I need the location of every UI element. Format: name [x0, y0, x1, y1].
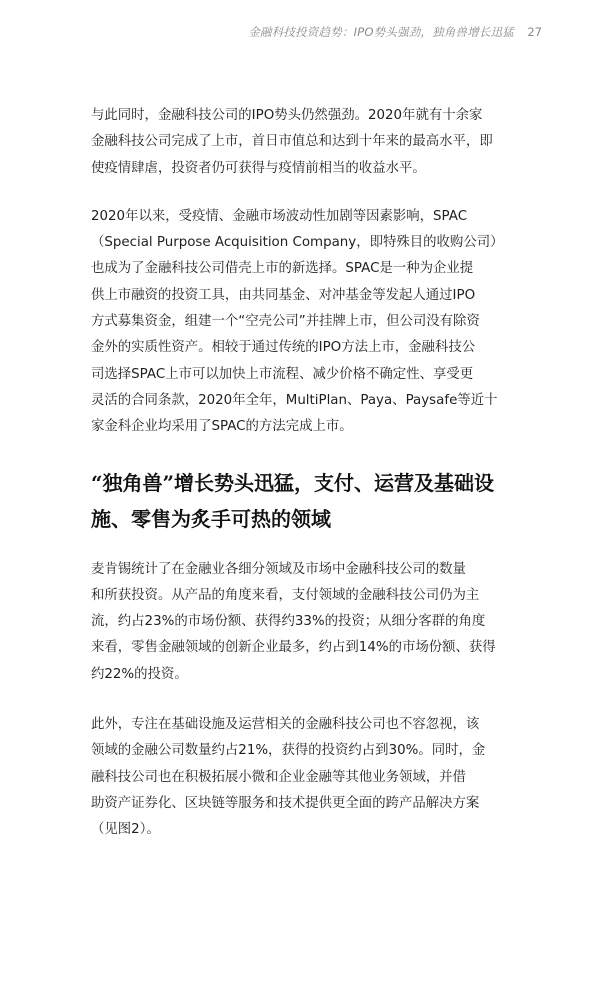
text-line: 使疫情肆虐，投资者仍可获得与疫情前相当的收益水平。: [91, 160, 426, 176]
paragraph-infrastructure: [91, 712, 511, 843]
text-line: 金外的实质性资产。相较于通过传统的IPO方法上市，金融科技公: [91, 340, 476, 356]
paragraph-mckinsey-stats: [91, 557, 511, 688]
text-line: 也成为了金融科技公司借壳上市的新选择。SPAC是一种为企业提: [91, 261, 474, 277]
text-line: 约22%的投资。: [91, 666, 188, 682]
section-heading: [91, 465, 511, 537]
text-line: 家金科企业均采用了SPAC的方法完成上市。: [91, 419, 353, 435]
text-line: 与此同时，金融科技公司的IPO势头仍然强劲。2020年就有十余家: [91, 108, 483, 123]
text-line: 此外，专注在基础设施及运营相关的金融科技公司也不容忽视，该: [91, 717, 480, 733]
text-line: 供上市融资的投资工具，由共同基金、对冲基金等发起人通过IPO: [91, 287, 476, 303]
text-line: 灵活的合同条款，2020年全年，MultiPlan、Paya、Paysafe等近十: [91, 392, 498, 408]
heading-line: 施、零售为炙手可热的领域: [91, 506, 331, 531]
text-line: （见图2）。: [91, 822, 160, 838]
text-line: 领域的金融公司数量约占21%，获得的投资约占到30%。同时，金: [91, 743, 486, 759]
article-body: [91, 103, 511, 844]
paragraph-ipo-momentum: [91, 103, 511, 182]
running-header: [0, 22, 600, 42]
heading-line: “独角兽”增长势头迅猛，支付、运营及基础设: [91, 470, 495, 495]
text-line: 方式募集资金，组建一个“空壳公司”并挂牌上市，但公司没有除资: [91, 314, 480, 330]
text-line: 2020年以来，受疫情、金融市场波动性加剧等因素影响，SPAC: [91, 208, 468, 224]
text-line: 金融科技公司完成了上市，首日市值总和达到十年来的最高水平，即: [91, 134, 493, 150]
running-title: 金融科技投资趋势：IPO势头强劲，独角兽增长迅猛: [248, 25, 514, 39]
text-line: 来看，零售金融领域的创新企业最多，约占到14%的市场份额、获得: [91, 640, 496, 656]
text-line: 麦肯锡统计了在金融业各细分领域及市场中金融科技公司的数量: [91, 561, 466, 577]
paragraph-spac: [91, 204, 511, 441]
text-line: 司选择SPAC上市可以加快上市流程、减少价格不确定性、享受更: [91, 366, 474, 382]
text-line: 和所获投资。从产品的角度来看，支付领域的金融科技公司仍为主: [91, 587, 480, 603]
text-line: 助资产证券化、区块链等服务和技术提供更全面的跨产品解决方案: [91, 795, 480, 811]
text-line: 融科技公司也在积极拓展小微和企业金融等其他业务领域，并借: [91, 769, 466, 785]
text-line: （Special Purpose Acquisition Company，即特殊目的收购公司）: [91, 235, 504, 251]
page-number: 27: [527, 25, 542, 39]
text-line: 流，约占23%的市场份额、获得约33%的投资；从细分客群的角度: [91, 614, 486, 630]
